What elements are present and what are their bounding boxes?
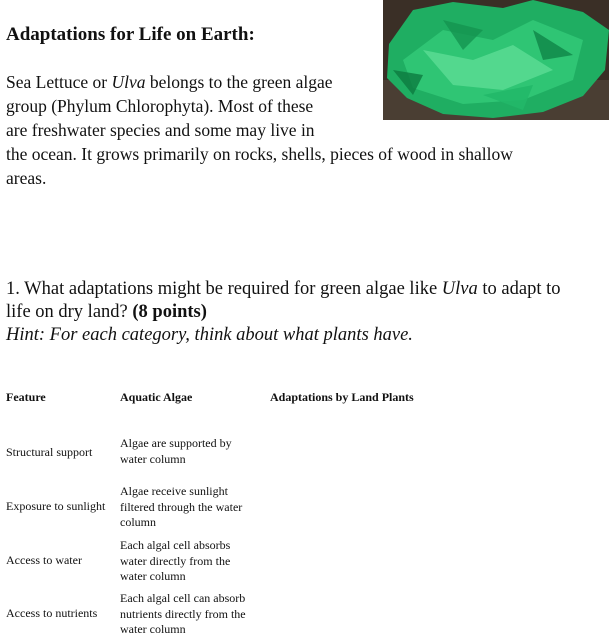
hint-text: Hint: For each category, think about what plants have. (6, 325, 413, 345)
sea-lettuce-photo (383, 0, 609, 120)
header-aquatic-algae: Aquatic Algae (120, 390, 193, 404)
question-line-2: life on dry land? (8 points) (6, 302, 207, 322)
intro-line-2: group (Phylum Chlorophyta). Most of these (6, 96, 314, 116)
feature-structural-support: Structural support (6, 445, 93, 459)
intro-line-4: the ocean. It grows primarily on rocks, shells, pieces of wood in shallow (6, 144, 513, 164)
algae-cell-access-to-nutrients: Each algal cell can absorb nutrients directly from the water column (120, 591, 246, 636)
header-land-plants: Adaptations by Land Plants (270, 390, 414, 404)
algae-cell-structural-support: Algae are supported by water column (120, 436, 232, 466)
intro-line-1: Sea Lettuce or Ulva belongs to the green algae (6, 72, 333, 92)
question-line-1: 1. What adaptations might be required for green algae like Ulva to adapt to (6, 279, 561, 299)
feature-access-to-nutrients: Access to nutrients (6, 606, 98, 620)
header-feature: Feature (6, 390, 46, 404)
intro-line-5: areas. (6, 168, 47, 188)
page-title: Adaptations for Life on Earth: (6, 24, 255, 45)
feature-access-to-water: Access to water (6, 553, 82, 567)
algae-cell-access-to-water: Each algal cell absorbs water directly from the water column (120, 538, 231, 583)
algae-cell-exposure-to-sunlight: Algae receive sunlight filtered through the water column (120, 484, 243, 529)
intro-line-3: are freshwater species and some may live in (6, 120, 315, 140)
feature-exposure-to-sunlight: Exposure to sunlight (6, 499, 106, 513)
